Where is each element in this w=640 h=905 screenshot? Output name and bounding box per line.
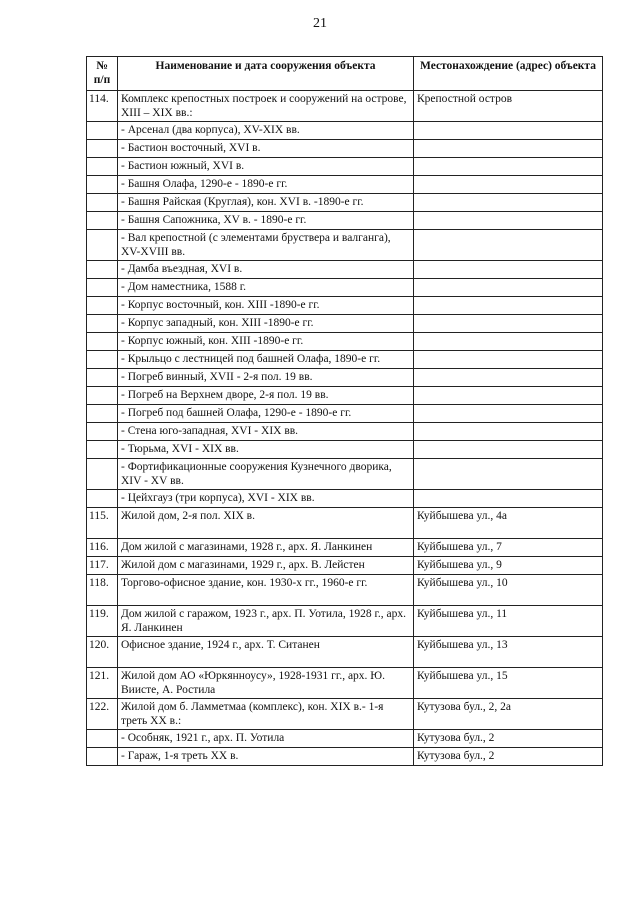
table-header-row [87, 57, 603, 91]
cell-name: - Погреб винный, XVII - 2-я пол. 19 вв. [118, 369, 414, 387]
table-row [87, 122, 603, 140]
cell-number [87, 230, 118, 261]
cell-address: Куйбышева ул., 11 [414, 606, 603, 637]
table-row [87, 557, 603, 575]
cell-name: - Крыльцо с лестницей под башней Олафа, 1890-е гг. [118, 351, 414, 369]
cell-address [414, 279, 603, 297]
table-row [87, 423, 603, 441]
cell-name: Дом жилой с гаражом, 1923 г., арх. П. Уотила, 1928 г., арх. Я. Ланкинен [118, 606, 414, 637]
cell-address [414, 423, 603, 441]
cell-number [87, 748, 118, 766]
cell-address: Куйбышева ул., 10 [414, 575, 603, 606]
table-row [87, 369, 603, 387]
cell-name: Жилой дом АО «Юркянноусу», 1928-1931 гг., арх. Ю. Виисте, А. Ростила [118, 668, 414, 699]
cell-address: Кутузова бул., 2 [414, 730, 603, 748]
cell-name: Офисное здание, 1924 г., арх. Т. Ситанен [118, 637, 414, 668]
cell-name: - Корпус западный, кон. XIII -1890-е гг. [118, 315, 414, 333]
cell-number [87, 333, 118, 351]
cell-name: - Погреб под башней Олафа, 1290-е - 1890-е гг. [118, 405, 414, 423]
cell-number [87, 730, 118, 748]
cell-address [414, 351, 603, 369]
cell-number [87, 194, 118, 212]
cell-name: - Стена юго-западная, XVI - XIX вв. [118, 423, 414, 441]
cell-address: Куйбышева ул., 7 [414, 539, 603, 557]
cell-name: Жилой дом, 2-я пол. XIX в. [118, 508, 414, 539]
cell-number [87, 459, 118, 490]
cell-number [87, 423, 118, 441]
cell-name: Дом жилой с магазинами, 1928 г., арх. Я. Ланкинен [118, 539, 414, 557]
cell-address [414, 387, 603, 405]
column-header-address: Местонахождение (адрес) объекта [414, 57, 603, 91]
cell-address [414, 261, 603, 279]
cell-number [87, 369, 118, 387]
cell-name: - Корпус восточный, кон. XIII -1890-е гг. [118, 297, 414, 315]
table-row [87, 261, 603, 279]
cell-address: Куйбышева ул., 9 [414, 557, 603, 575]
cell-address [414, 315, 603, 333]
cell-address [414, 490, 603, 508]
cell-number [87, 176, 118, 194]
cell-address [414, 459, 603, 490]
cell-name: - Гараж, 1-я треть XX в. [118, 748, 414, 766]
cell-address [414, 194, 603, 212]
table-row [87, 668, 603, 699]
cell-address: Крепостной остров [414, 91, 603, 122]
table-row [87, 606, 603, 637]
cell-address [414, 158, 603, 176]
table-row [87, 212, 603, 230]
cell-name: - Особняк, 1921 г., арх. П. Уотила [118, 730, 414, 748]
cell-address [414, 297, 603, 315]
cell-number: 118. [87, 575, 118, 606]
cell-name: - Тюрьма, XVI - XIX вв. [118, 441, 414, 459]
table-row [87, 158, 603, 176]
cell-number: 116. [87, 539, 118, 557]
table-row [87, 315, 603, 333]
table-row [87, 441, 603, 459]
cell-address: Куйбышева ул., 15 [414, 668, 603, 699]
table-row [87, 459, 603, 490]
cell-name: Жилой дом с магазинами, 1929 г., арх. В. Лейстен [118, 557, 414, 575]
cell-address [414, 212, 603, 230]
table-row [87, 230, 603, 261]
page-number: 21 [313, 16, 327, 31]
table-row [87, 297, 603, 315]
cell-name: - Бастион южный, XVI в. [118, 158, 414, 176]
column-header-number: № п/п [87, 57, 118, 91]
cell-address [414, 122, 603, 140]
cell-address [414, 441, 603, 459]
cell-name: Торгово-офисное здание, кон. 1930-х гг., 1960-е гг. [118, 575, 414, 606]
table-row [87, 508, 603, 539]
cell-number [87, 140, 118, 158]
table-row [87, 140, 603, 158]
cell-name: Жилой дом б. Ламметмаа (комплекс), кон. XIX в.- 1-я треть XX в.: [118, 699, 414, 730]
cell-name: - Корпус южный, кон. XIII -1890-е гг. [118, 333, 414, 351]
cell-number: 122. [87, 699, 118, 730]
cell-number [87, 441, 118, 459]
cell-address [414, 405, 603, 423]
cell-number: 114. [87, 91, 118, 122]
cell-number [87, 387, 118, 405]
cell-name: - Башня Сапожника, XV в. - 1890-е гг. [118, 212, 414, 230]
table-row [87, 405, 603, 423]
table-row [87, 539, 603, 557]
table-row [87, 333, 603, 351]
cell-address [414, 140, 603, 158]
cell-name: Комплекс крепостных построек и сооружений на острове, XIII – XIX вв.: [118, 91, 414, 122]
table-row [87, 748, 603, 766]
cell-number: 115. [87, 508, 118, 539]
cell-number [87, 405, 118, 423]
table-row [87, 91, 603, 122]
cell-number [87, 261, 118, 279]
cell-number: 121. [87, 668, 118, 699]
cell-number [87, 297, 118, 315]
cell-address [414, 333, 603, 351]
cell-number: 120. [87, 637, 118, 668]
cell-number [87, 212, 118, 230]
cell-name: - Вал крепостной (с элементами бруствера и валганга), XV-XVIII вв. [118, 230, 414, 261]
monuments-table [86, 56, 603, 766]
table-row [87, 194, 603, 212]
cell-address [414, 176, 603, 194]
cell-number: 119. [87, 606, 118, 637]
cell-name: - Цейхгауз (три корпуса), XVI - XIX вв. [118, 490, 414, 508]
cell-number [87, 279, 118, 297]
cell-name: - Дамба въездная, XVI в. [118, 261, 414, 279]
cell-name: - Погреб на Верхнем дворе, 2-я пол. 19 вв. [118, 387, 414, 405]
column-header-name: Наименование и дата сооружения объекта [118, 57, 414, 91]
table-row [87, 490, 603, 508]
cell-number [87, 122, 118, 140]
table-row [87, 730, 603, 748]
table-row [87, 575, 603, 606]
cell-name: - Башня Олафа, 1290-е - 1890-е гг. [118, 176, 414, 194]
table-row [87, 176, 603, 194]
table-row [87, 387, 603, 405]
cell-number [87, 351, 118, 369]
cell-name: - Башня Райская (Круглая), кон. XVI в. -1890-е гг. [118, 194, 414, 212]
cell-number [87, 490, 118, 508]
cell-number [87, 158, 118, 176]
cell-name: - Фортификационные сооружения Кузнечного дворика, XIV - XV вв. [118, 459, 414, 490]
cell-address: Кутузова бул., 2, 2а [414, 699, 603, 730]
cell-number [87, 315, 118, 333]
cell-address: Куйбышева ул., 4а [414, 508, 603, 539]
cell-address: Кутузова бул., 2 [414, 748, 603, 766]
cell-address [414, 230, 603, 261]
cell-address [414, 369, 603, 387]
cell-name: - Бастион восточный, XVI в. [118, 140, 414, 158]
table-row [87, 699, 603, 730]
table-row [87, 351, 603, 369]
cell-number: 117. [87, 557, 118, 575]
table-row [87, 637, 603, 668]
cell-address: Куйбышева ул., 13 [414, 637, 603, 668]
cell-name: - Дом наместника, 1588 г. [118, 279, 414, 297]
cell-name: - Арсенал (два корпуса), XV-XIX вв. [118, 122, 414, 140]
table-row [87, 279, 603, 297]
table-body [87, 91, 603, 766]
